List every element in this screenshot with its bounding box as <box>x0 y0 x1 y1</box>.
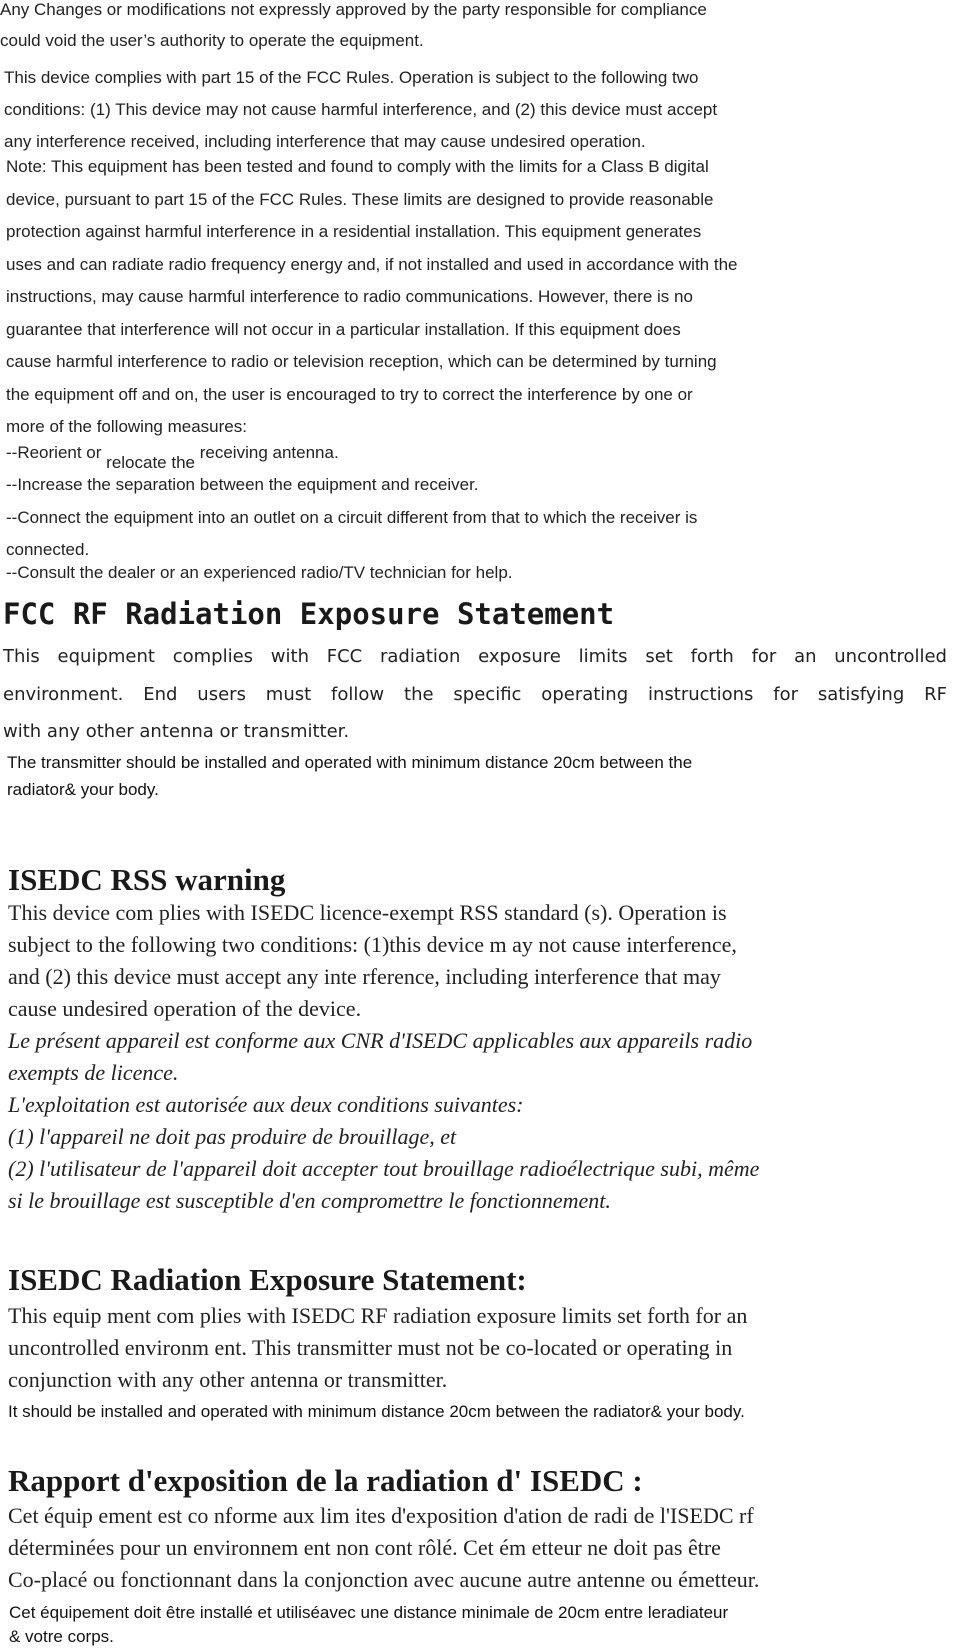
isedc-rss-fr-line-3: L'exploitation est autorisée aux deux conditions suivantes: <box>8 1092 524 1117</box>
fcc-rf-body-line-1: This equipment complies with FCC radiation exposure limits set forth for an uncontrolled <box>3 646 947 667</box>
isedc-radiation-line-1: This equip ment com plies with ISEDC RF radiation exposure limits set forth for an <box>8 1303 748 1328</box>
isedc-rss-en-line-3: and (2) this device must accept any inte rference, including interference that may <box>8 964 721 989</box>
isedc-rss-fr-line-1: Le présent appareil est conforme aux CNR d'ISEDC applicables aux appareils radio <box>8 1028 753 1053</box>
class-b-note-line-3: protection against harmful interference in a residential installation. This equipment generates <box>6 222 702 241</box>
isedc-rss-en-line-2: subject to the following two conditions: (1)this device m ay not cause interference, <box>8 932 737 957</box>
isedc-rss-fr-line-4: (1) l'appareil ne doit pas produire de brouillage, et <box>8 1124 457 1149</box>
isedc-radiation-line-2: uncontrolled environm ent. This transmitter must not be co-located or operating in <box>8 1335 733 1360</box>
class-b-note-line-4: uses and can radiate radio frequency energy and, if not installed and used in accordance with the <box>6 255 738 274</box>
measure-reorient <box>6 443 339 472</box>
measure-reorient-a: --Reorient or <box>6 443 102 462</box>
isedc-radiation-distance-c: between the radiator& your body. <box>495 1402 745 1421</box>
fcc-rf-distance-line-2: radiator& your body. <box>7 780 159 799</box>
isedc-radiation-distance-line <box>8 1402 745 1422</box>
part15-line-1: This device complies with part 15 of the FCC Rules. Operation is subject to the following two <box>4 68 699 87</box>
measure-connect-line-2: connected. <box>6 540 90 559</box>
class-b-note-line-8: the equipment off and on, the user is encouraged to try to correct the interference by one or <box>6 385 693 404</box>
isedc-radiation-line-3: conjunction with any other antenna or transmitter. <box>8 1367 448 1392</box>
isedc-fr-heading: Rapport d'exposition de la radiation d' ISEDC : <box>8 1463 643 1498</box>
isedc-fr-line-3: Co-placé ou fonctionnant dans la conjonction avec aucune autre antenne ou émetteur. <box>8 1567 760 1592</box>
isedc-rss-en-line-4: cause undesired operation of the device. <box>8 996 362 1021</box>
changes-warning-line-1: Any Changes or modifications not expressly approved by the party responsible for compliance <box>0 0 707 19</box>
class-b-note-line-1: Note: This equipment has been tested and found to comply with the limits for a Class B digital <box>6 157 709 176</box>
part15-line-2: conditions: (1) This device may not cause harmful interference, and (2) this device must accept <box>4 100 718 119</box>
isedc-radiation-heading: ISEDC Radiation Exposure Statement: <box>8 1262 527 1297</box>
measure-reorient-b: relocate the <box>106 453 195 472</box>
isedc-fr-distance-line-1 <box>9 1603 728 1623</box>
isedc-fr-distance-a: Cet équipement doit être installé et utiliséavec une distance minimale de <box>9 1603 554 1622</box>
class-b-note-line-9: more of the following measures: <box>6 417 247 436</box>
isedc-rss-en-line-1: This device com plies with ISEDC licence-exempt RSS standard (s). Operation is <box>8 900 727 925</box>
isedc-fr-distance-value: 20 <box>558 1603 577 1622</box>
measure-connect-line-1: --Connect the equipment into an outlet on a circuit different from that to which the receiver is <box>6 508 698 527</box>
measure-reorient-c: receiving antenna. <box>199 443 339 462</box>
measure-increase: --Increase the separation between the equipment and receiver. <box>6 475 479 494</box>
isedc-rss-fr-line-5: (2) l'utilisateur de l'appareil doit accepter tout brouillage radioélectrique subi, même <box>8 1156 760 1181</box>
measure-consult: --Consult the dealer or an experienced radio/TV technician for help. <box>6 563 513 582</box>
class-b-note-line-2: device, pursuant to part 15 of the FCC Rules. These limits are designed to provide reasonable <box>6 190 714 209</box>
isedc-fr-distance-line-2: & votre corps. <box>9 1627 114 1646</box>
isedc-fr-line-2: déterminées pour un environnem ent non cont rôlé. Cet ém etteur ne doit pas être <box>8 1535 721 1560</box>
changes-warning-line-2: could void the user’s authority to operate the equipment. <box>0 31 424 50</box>
fcc-rf-distance-value: 20cm <box>553 753 595 772</box>
class-b-note-line-5: instructions, may cause harmful interference to radio communications. However, there is no <box>6 287 693 306</box>
fcc-rf-heading: FCC RF Radiation Exposure Statement <box>3 597 615 631</box>
isedc-radiation-distance-a: It should be installed and operated with minimum distance <box>8 1402 445 1421</box>
isedc-rss-fr-line-2: exempts de licence. <box>8 1060 179 1085</box>
isedc-fr-line-1: Cet équip ement est co nforme aux lim ites d'exposition d'ation de radi de l'ISEDC rf <box>8 1503 754 1528</box>
class-b-note-line-6: guarantee that interference will not occur in a particular installation. If this equipment does <box>6 320 681 339</box>
isedc-radiation-distance-value: 20cm <box>449 1402 491 1421</box>
fcc-rf-distance-line-1 <box>7 753 692 773</box>
isedc-rss-heading: ISEDC RSS warning <box>8 862 286 897</box>
isedc-fr-distance-c: cm entre leradiateur <box>576 1603 729 1622</box>
fcc-rf-distance-a: The transmitter should be installed and operated with <box>7 753 407 772</box>
fcc-rf-body-line-3: with any other antenna or transmitter. <box>3 721 350 742</box>
isedc-rss-fr-line-6: si le brouillage est susceptible d'en compromettre le fonctionnement. <box>8 1188 611 1213</box>
part15-line-3: any interference received, including interference that may cause undesired operation. <box>4 132 646 151</box>
fcc-rf-distance-d: between the <box>599 753 693 772</box>
fcc-rf-distance-b: minimum distance <box>411 753 549 772</box>
fcc-rf-body-line-2: environment. End users must follow the specific operating instructions for satisfying RF <box>3 684 947 705</box>
class-b-note-line-7: cause harmful interference to radio or television reception, which can be determined by turning <box>6 352 717 371</box>
